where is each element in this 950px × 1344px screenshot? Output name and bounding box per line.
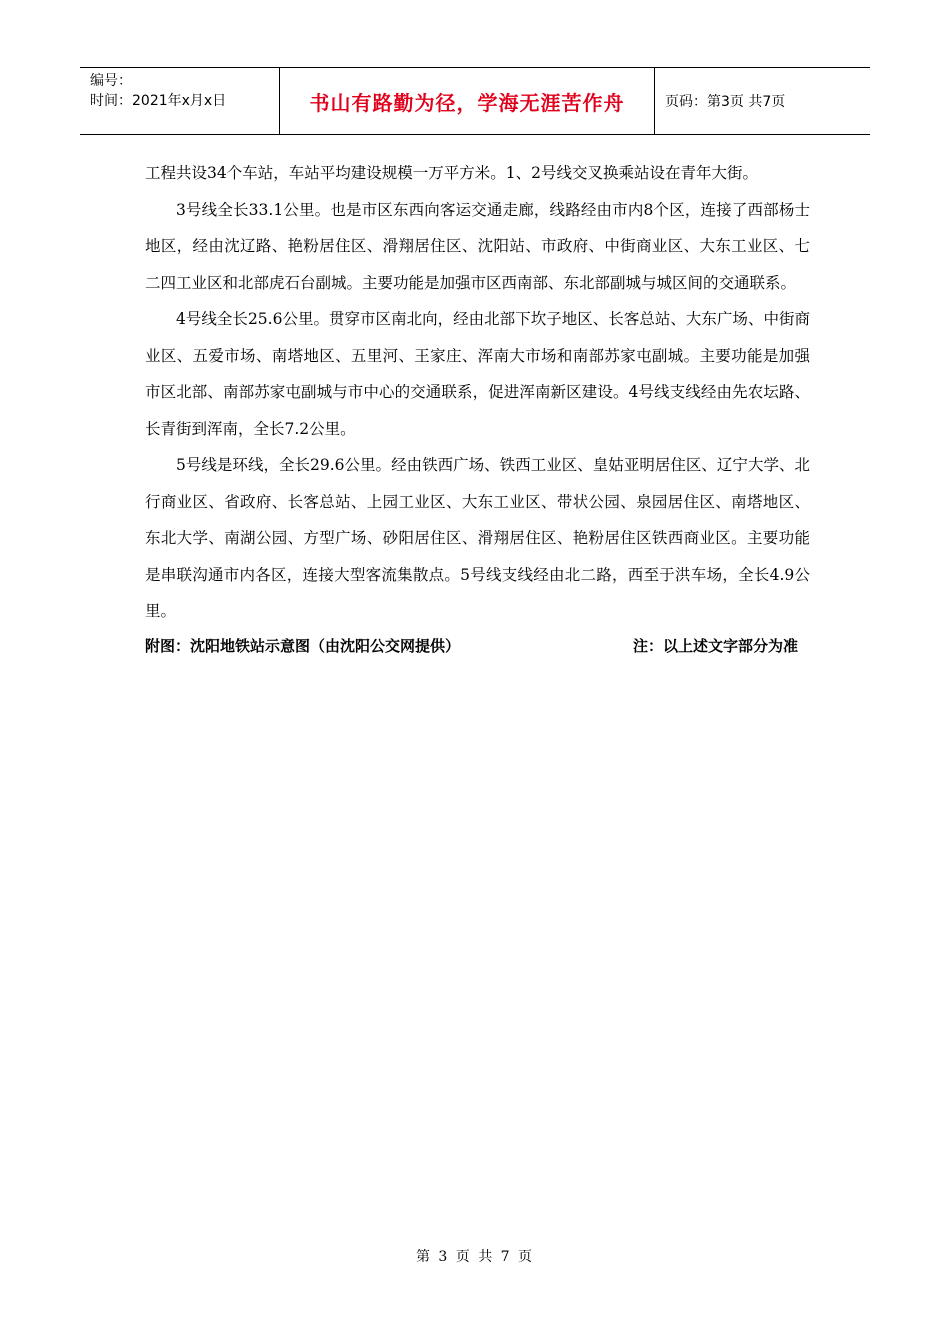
header-motto: 书山有路勤为径，学海无涯苦作舟 (280, 68, 655, 134)
paragraph-line-5: 5号线是环线，全长29.6公里。经由铁西广场、铁西工业区、皇姑亚明居住区、辽宁大学、北行商业区、省政府、长客总站、上园工业区、大东工业区、带状公园、泉园居住区、南塔地区、东北大学、南湖公园、方型广场、砂阳居住区、滑翔居住区、艳粉居住区铁西商业区。主要功能是串联沟通市内各区，连接大型客流集散点。5号线支线经由北二路，西至于洪车场，全长4.9公里。 (145, 456, 810, 620)
document-body (145, 155, 810, 661)
header-meta (80, 68, 280, 134)
paragraph-line-3: 3号线全长33.1公里。也是市区东西向客运交通走廊，线路经由市内8个区，连接了西部杨士地区，经由沈辽路、艳粉居住区、滑翔居住区、沈阳站、市政府、中街商业区、大东工业区、七二四工业区和北部虎石台副城。主要功能是加强市区西南部、东北部副城与城区间的交通联系。 (145, 200, 810, 292)
page-footer: 第 3 页 共 7 页 (415, 1249, 535, 1265)
header-page-info: 页码：第3页 共7页 (665, 94, 786, 110)
figure-caption-row (145, 631, 810, 661)
figure-caption: 附图：沈阳地铁站示意图（由沈阳公交网提供） (145, 636, 461, 655)
doc-number-label: 编号： (90, 73, 132, 89)
paragraph-stations: 工程共设34个车站，车站平均建设规模一万平方米。1、2号线交叉换乘站设在青年大街。 (145, 164, 758, 182)
figure-note: 注：以上述文字部分为准 (632, 636, 798, 655)
paragraph-line-4: 4号线全长25.6公里。贯穿市区南北向，经由北部下坎子地区、长客总站、大东广场、中街商业区、五爱市场、南塔地区、五里河、王家庄、浑南大市场和南部苏家屯副城。主要功能是加强市区北部、南部苏家屯副城与市中心的交通联系，促进浑南新区建设。4号线支线经由先农坛路、长青街到浑南，全长7.2公里。 (145, 310, 810, 438)
page-header (80, 67, 870, 135)
doc-time-label: 时间：2021年x月x日 (90, 93, 227, 109)
